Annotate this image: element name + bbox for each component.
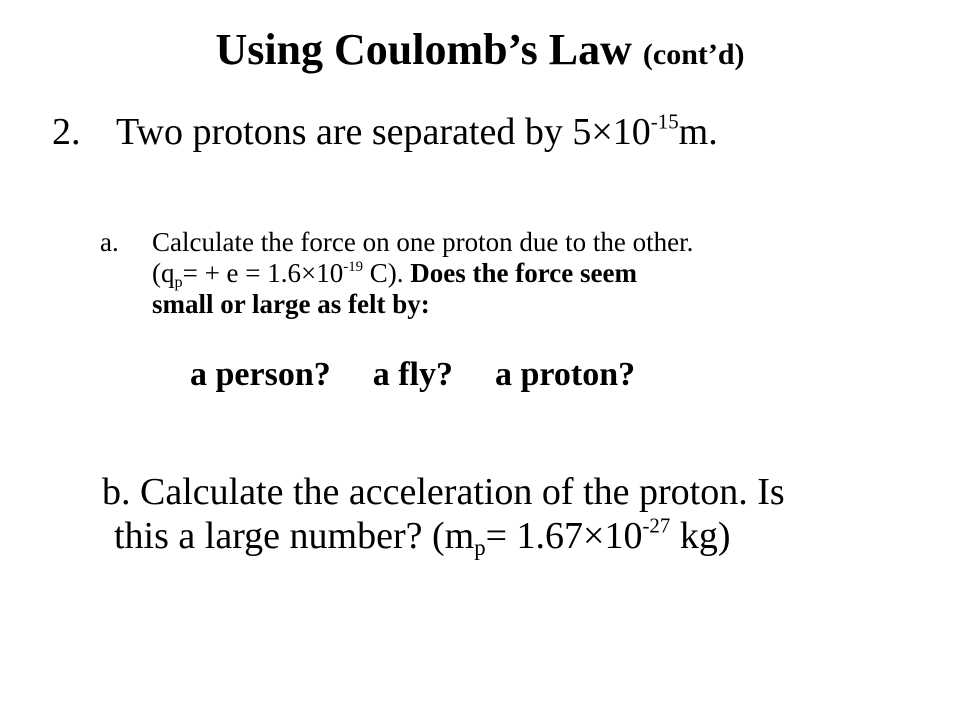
mass-subscript: p — [474, 534, 486, 560]
title-main: Using Coulomb’s Law — [215, 25, 632, 74]
questions-line — [190, 356, 635, 394]
question-proton: a proton? — [495, 356, 636, 393]
charge-exponent: -19 — [343, 258, 364, 275]
charge-value: = + e = 1.6×10 — [182, 258, 344, 288]
list-item-exponent: -15 — [650, 109, 679, 134]
sub-item-b-line-2 — [102, 514, 785, 558]
list-item-2 — [52, 110, 718, 154]
mass-unit: kg) — [670, 515, 731, 557]
list-item-number: 2. — [52, 111, 81, 153]
mass-text-start: this a large number? (m — [114, 515, 475, 557]
sub-item-a-line-3: small or large as felt by: — [152, 289, 430, 319]
question-bold-1: Does the force seem — [410, 258, 637, 288]
charge-unit: C). — [363, 258, 411, 288]
question-person: a person? — [190, 356, 331, 393]
sub-item-b-line-1: b. Calculate the acceleration of the proton. Is — [102, 471, 785, 513]
mass-value: = 1.67×10 — [485, 515, 643, 557]
sub-item-b — [102, 470, 785, 558]
sub-item-a-body — [152, 227, 872, 320]
question-fly: a fly? — [372, 356, 454, 393]
charge-label-open: (q — [152, 258, 175, 288]
list-item-text-start: Two protons are separated by 5×10 — [116, 111, 651, 153]
mass-exponent: -27 — [642, 513, 671, 538]
charge-subscript: p — [174, 272, 183, 291]
sub-item-a-line-2 — [152, 258, 872, 289]
slide-title — [0, 24, 960, 75]
sub-item-a-letter: a. — [100, 227, 119, 257]
title-suffix: (cont’d) — [642, 38, 745, 71]
sub-item-a-line-1: Calculate the force on one proton due to the other. — [152, 227, 694, 257]
list-item-text-end: m. — [678, 111, 718, 153]
